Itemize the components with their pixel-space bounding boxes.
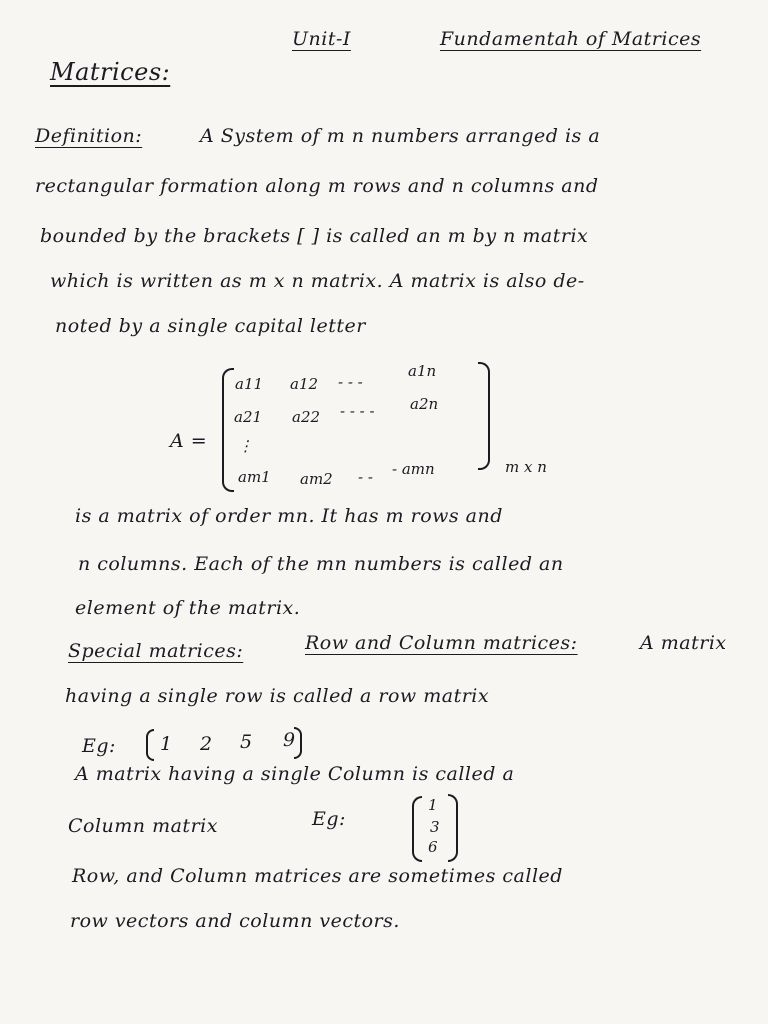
matrix-cell: - - - - (340, 402, 375, 420)
matrix-cell: am2 (300, 470, 333, 488)
row-example-left-bracket (146, 729, 154, 761)
column-matrix-label: Column matrix (68, 815, 218, 837)
definition-line-4: which is written as m x n matrix. A matrix is also de- (50, 270, 585, 292)
column-example-label: Eg: (312, 808, 346, 830)
column-example-value: 3 (430, 818, 440, 836)
column-matrix-definition: A matrix having a single Column is called a (75, 763, 515, 785)
definition-line-1: A System of m n numbers arranged is a (200, 125, 601, 147)
row-example-right-bracket (294, 727, 302, 759)
matrix-cell: a11 (235, 375, 264, 393)
special-matrices-label: Special matrices: (68, 640, 244, 662)
matrix-cell: ⋮ (238, 437, 253, 455)
matrix-cell: - amn (392, 460, 435, 478)
definition-line-2: rectangular formation along m rows and n columns and (35, 175, 599, 197)
column-example-left-bracket (412, 796, 422, 862)
unit-heading: Unit-I (292, 28, 351, 50)
after-matrix-line-1: is a matrix of order mn. It has m rows and (75, 505, 503, 527)
special-inline-text: A matrix (640, 632, 727, 654)
vectors-line-2: row vectors and column vectors. (70, 910, 400, 932)
page-title: Fundamentah of Matrices (440, 28, 702, 50)
section-title: Matrices: (50, 58, 171, 86)
column-example-value: 6 (428, 838, 438, 856)
definition-line-3: bounded by the brackets [ ] is called an m by n matrix (40, 225, 589, 247)
matrix-order: m x n (505, 458, 547, 476)
row-example-value: 5 (240, 731, 253, 753)
column-example-value: 1 (428, 796, 438, 814)
row-example-value: 9 (283, 729, 296, 751)
row-column-matrices-label: Row and Column matrices: (305, 632, 578, 654)
vectors-line-1: Row, and Column matrices are sometimes called (72, 865, 563, 887)
matrix-cell: am1 (238, 468, 271, 486)
after-matrix-line-2: n columns. Each of the mn numbers is called an (78, 553, 564, 575)
matrix-cell: - - - (338, 373, 363, 391)
matrix-name: A = (170, 430, 208, 452)
matrix-right-bracket (478, 362, 490, 470)
matrix-left-bracket (222, 368, 234, 492)
row-example-value: 1 (160, 733, 173, 755)
column-example-right-bracket (448, 794, 458, 862)
row-example-label: Eg: (82, 735, 116, 757)
after-matrix-line-3: element of the matrix. (75, 597, 301, 619)
definition-label: Definition: (35, 125, 143, 147)
matrix-cell: a21 (234, 408, 263, 426)
matrix-cell: a12 (290, 375, 319, 393)
matrix-cell: a22 (292, 408, 321, 426)
row-example-value: 2 (200, 733, 213, 755)
definition-line-5: noted by a single capital letter (55, 315, 366, 337)
row-matrix-definition: having a single row is called a row matrix (65, 685, 490, 707)
matrix-cell: a2n (410, 395, 439, 413)
matrix-cell: a1n (408, 362, 437, 380)
matrix-cell: - - (358, 468, 373, 486)
